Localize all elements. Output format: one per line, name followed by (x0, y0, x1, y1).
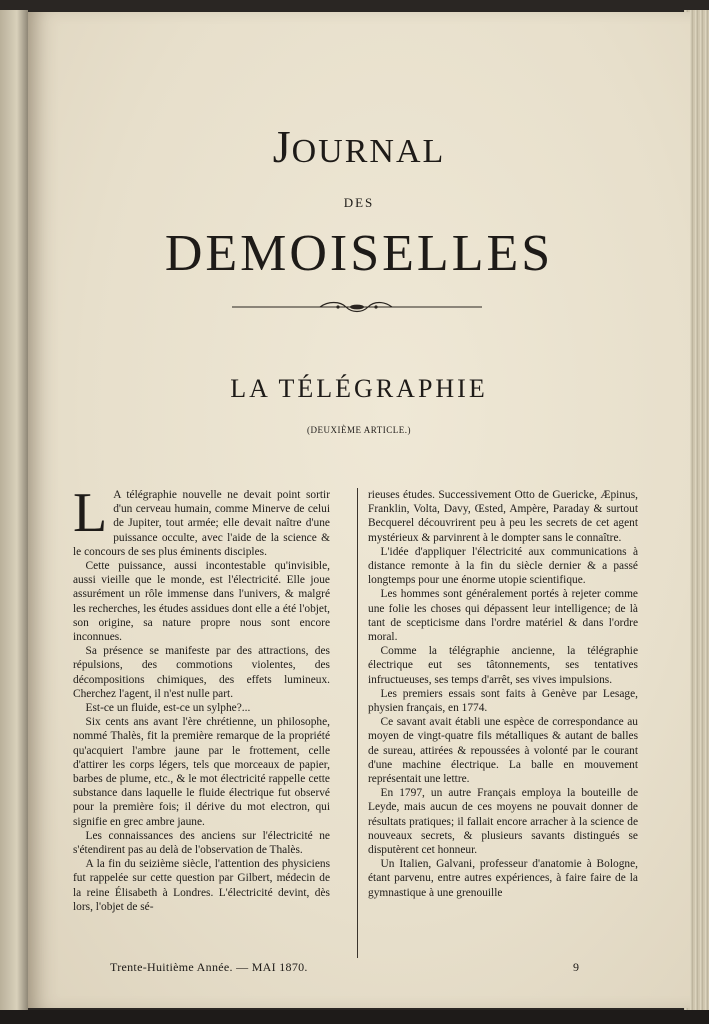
text-column-right (368, 488, 638, 900)
article-subtitle: (DEUXIÈME ARTICLE.) (307, 425, 411, 435)
ornament-rule-icon (228, 300, 486, 314)
paragraph: Un Italien, Galvani, professeur d'anatomie à Bologne, étant parvenu, entre autres expériences, à faire faire de la gymnastique à une grenouille (368, 858, 638, 899)
paragraph: L'idée d'appliquer l'électricité aux communications à distance remonte à la fin du siècle dernier & a passé longtemps pour une énorme utopie scientifique. (368, 545, 638, 587)
article-title: LA TÉLÉGRAPHIE (230, 374, 488, 403)
paragraph: En 1797, un autre Français employa la bouteille de Leyde, mais aucun de ces moyens ne pouvait donner de résultats pratiques; il fallait encore arracher à la science de nouveaux secrets, & plusieurs savants distingués se disputèrent cet honneur. (368, 787, 638, 857)
paragraph: Six cents ans avant l'ère chrétienne, un philosophe, nommé Thalès, fit la première remarque de la propriété qu'acquiert l'ambre jaune par le frottement, celle d'attirer les corps légers, tels que morceaux de papier, barbes de plume, etc., & le mot électricité rappelle cette substance dans laquelle le fluide électrique fut observé pour la première fois; il dérive du mot electron, qui signifie en grec ambre jaune. (73, 716, 330, 828)
paragraph: Est-ce un fluide, est-ce un sylphe?... (85, 702, 251, 715)
paragraph: Les connaissances des anciens sur l'électricité ne s'étendirent pas au delà de l'observation de Thalès. (73, 829, 330, 857)
text-column-left (73, 482, 330, 914)
paragraph: A la fin du seizième siècle, l'attention des physiciens fut rappelée sur cette question par Gilbert, médecin de la reine Élisabeth à Londres. L'électricité devint, dès lors, l'objet de sé- (73, 858, 330, 913)
drop-cap: L (73, 482, 108, 544)
paragraph: rieuses études. Successivement Otto de Guericke, Æpinus, Franklin, Volta, Davy, Œsted, Ampère, Paraday & surtout Becquerel découvrirent peu à peu les secrets de cet agent mystérieux & parvinrent à le dompter sans le connaître. (368, 489, 638, 544)
footer-issue: Trente-Huitième Année. — MAI 1870. (110, 960, 308, 974)
masthead-des: DES (343, 195, 375, 210)
masthead-journal (28, 120, 690, 173)
masthead-demoiselles: DEMOISELLES (164, 225, 554, 282)
column-divider (357, 488, 358, 958)
paragraph: Les premiers essais sont faits à Genève par Lesage, physien français, en 1774. (368, 687, 638, 715)
page-number: 9 (573, 960, 579, 974)
masthead-journal-cap: J (272, 121, 292, 172)
book-page (28, 12, 690, 1008)
paragraph: Comme la télégraphie ancienne, la télégraphie électrique eut ses tâtonnements, ses tentatives infructueuses, ses temps d'arrêt, ses vives impulsions. (368, 645, 638, 686)
masthead-journal-rest: OURNAL (291, 133, 446, 170)
paragraph: Les hommes sont généralement portés à rejeter comme une folie les choses qui dépassent leur intelligence; de là tant de scepticisme dans l'ordre matériel & dans l'ordre moral. (368, 588, 638, 644)
paragraph: Cette puissance, aussi incontestable qu'invisible, aussi vieille que le monde, est l'électricité. Elle joue assurément un rôle immense dans l'univers, & malgré les recherches, les études assidues dont elle a été l'objet, son origine, sa nature propre nous sont encore inconnues. (73, 560, 330, 644)
bottom-shadow (0, 1010, 709, 1024)
paragraph: Ce savant avait établi une espèce de correspondance au moyen de vingt-quatre fils métalliques & autant de balles de sureau, attirées & repoussées à volonté par le courant d'une machine électrique. La balle en mouvement représentait une lettre. (368, 716, 638, 786)
paragraph: Sa présence se manifeste par des attractions, des répulsions, des commotions violentes, des décompositions chimiques, des effets lumineux. Cherchez l'agent, il n'est nulle part. (73, 645, 330, 700)
facing-page-edge (0, 10, 28, 1010)
paragraph: A télégraphie nouvelle ne devait point sortir d'un cerveau humain, comme Minerve de celui de Jupiter, tout armée; elle devait naître d'une puissance occulte, avec l'aide de la science & le concours de ses plus éminents disciples. (73, 489, 330, 558)
